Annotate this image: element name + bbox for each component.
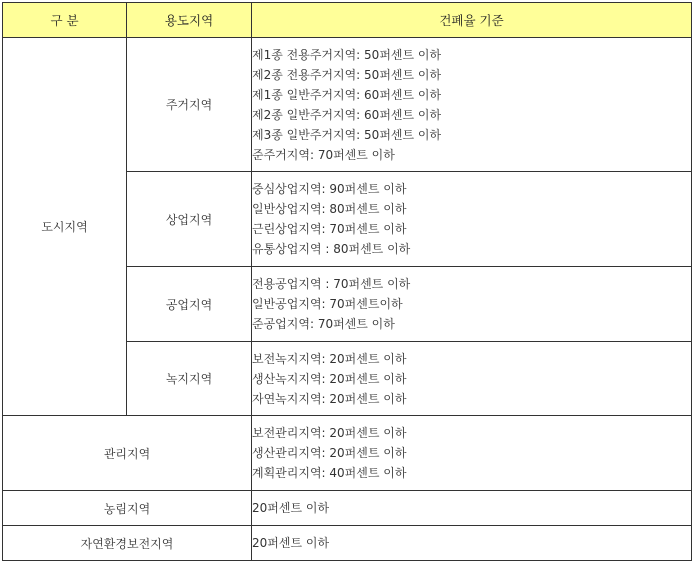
table-row (3, 38, 692, 172)
rule-line: 생산관리지역: 20퍼센트 이하 (252, 446, 407, 460)
rule-line: 일반상업지역: 80퍼센트 이하 (252, 202, 407, 216)
rule-line: 계획관리지역: 40퍼센트 이하 (252, 466, 407, 480)
rule-line: 제2종 전용주거지역: 50퍼센트 이하 (252, 67, 442, 82)
rule-line: 제1종 전용주거지역: 50퍼센트 이하 (252, 47, 442, 62)
table-row (3, 491, 692, 526)
zone-commercial: 상업지역 (127, 172, 252, 267)
rule-line: 20퍼센트 이하 (252, 536, 330, 550)
rules-nature-conservation (252, 526, 692, 561)
header-zone: 용도지역 (127, 3, 252, 38)
zone-management: 관리지역 (3, 416, 252, 491)
rule-line: 일반공업지역: 70퍼센트이하 (252, 297, 403, 311)
rule-line: 보전관리지역: 20퍼센트 이하 (252, 426, 407, 440)
rule-line: 생산녹지지역: 20퍼센트 이하 (252, 371, 407, 386)
rule-line: 준공업지역: 70퍼센트 이하 (252, 317, 395, 331)
rule-line: 전용공업지역 : 70퍼센트 이하 (252, 277, 411, 291)
zone-agricultural: 농림지역 (3, 491, 252, 526)
rules-management (252, 416, 692, 491)
rule-line: 중심상업지역: 90퍼센트 이하 (252, 182, 407, 196)
rule-line: 자연녹지지역: 20퍼센트 이하 (252, 391, 407, 406)
header-row (3, 3, 692, 38)
category-urban: 도시지역 (3, 38, 127, 416)
rules-residential (252, 38, 692, 172)
rule-line: 유통상업지역 : 80퍼센트 이하 (252, 242, 411, 256)
rule-line: 20퍼센트 이하 (252, 501, 330, 515)
rule-line: 준주거지역: 70퍼센트 이하 (252, 147, 395, 162)
rules-green (252, 342, 692, 416)
rule-line: 제1종 일반주거지역: 60퍼센트 이하 (252, 87, 442, 102)
header-category: 구 분 (3, 3, 127, 38)
rule-line: 보전녹지지역: 20퍼센트 이하 (252, 351, 407, 366)
rules-agricultural (252, 491, 692, 526)
building-coverage-table (2, 2, 692, 561)
zone-industrial: 공업지역 (127, 267, 252, 342)
zone-residential: 주거지역 (127, 38, 252, 172)
header-ratio: 건폐율 기준 (252, 3, 692, 38)
rule-line: 근린상업지역: 70퍼센트 이하 (252, 222, 407, 236)
rules-industrial (252, 267, 692, 342)
zone-green: 녹지지역 (127, 342, 252, 416)
rule-line: 제2종 일반주거지역: 60퍼센트 이하 (252, 107, 442, 122)
zone-nature-conservation: 자연환경보전지역 (3, 526, 252, 561)
table-row (3, 526, 692, 561)
rule-line: 제3종 일반주거지역: 50퍼센트 이하 (252, 127, 442, 142)
table-row (3, 416, 692, 491)
rules-commercial (252, 172, 692, 267)
